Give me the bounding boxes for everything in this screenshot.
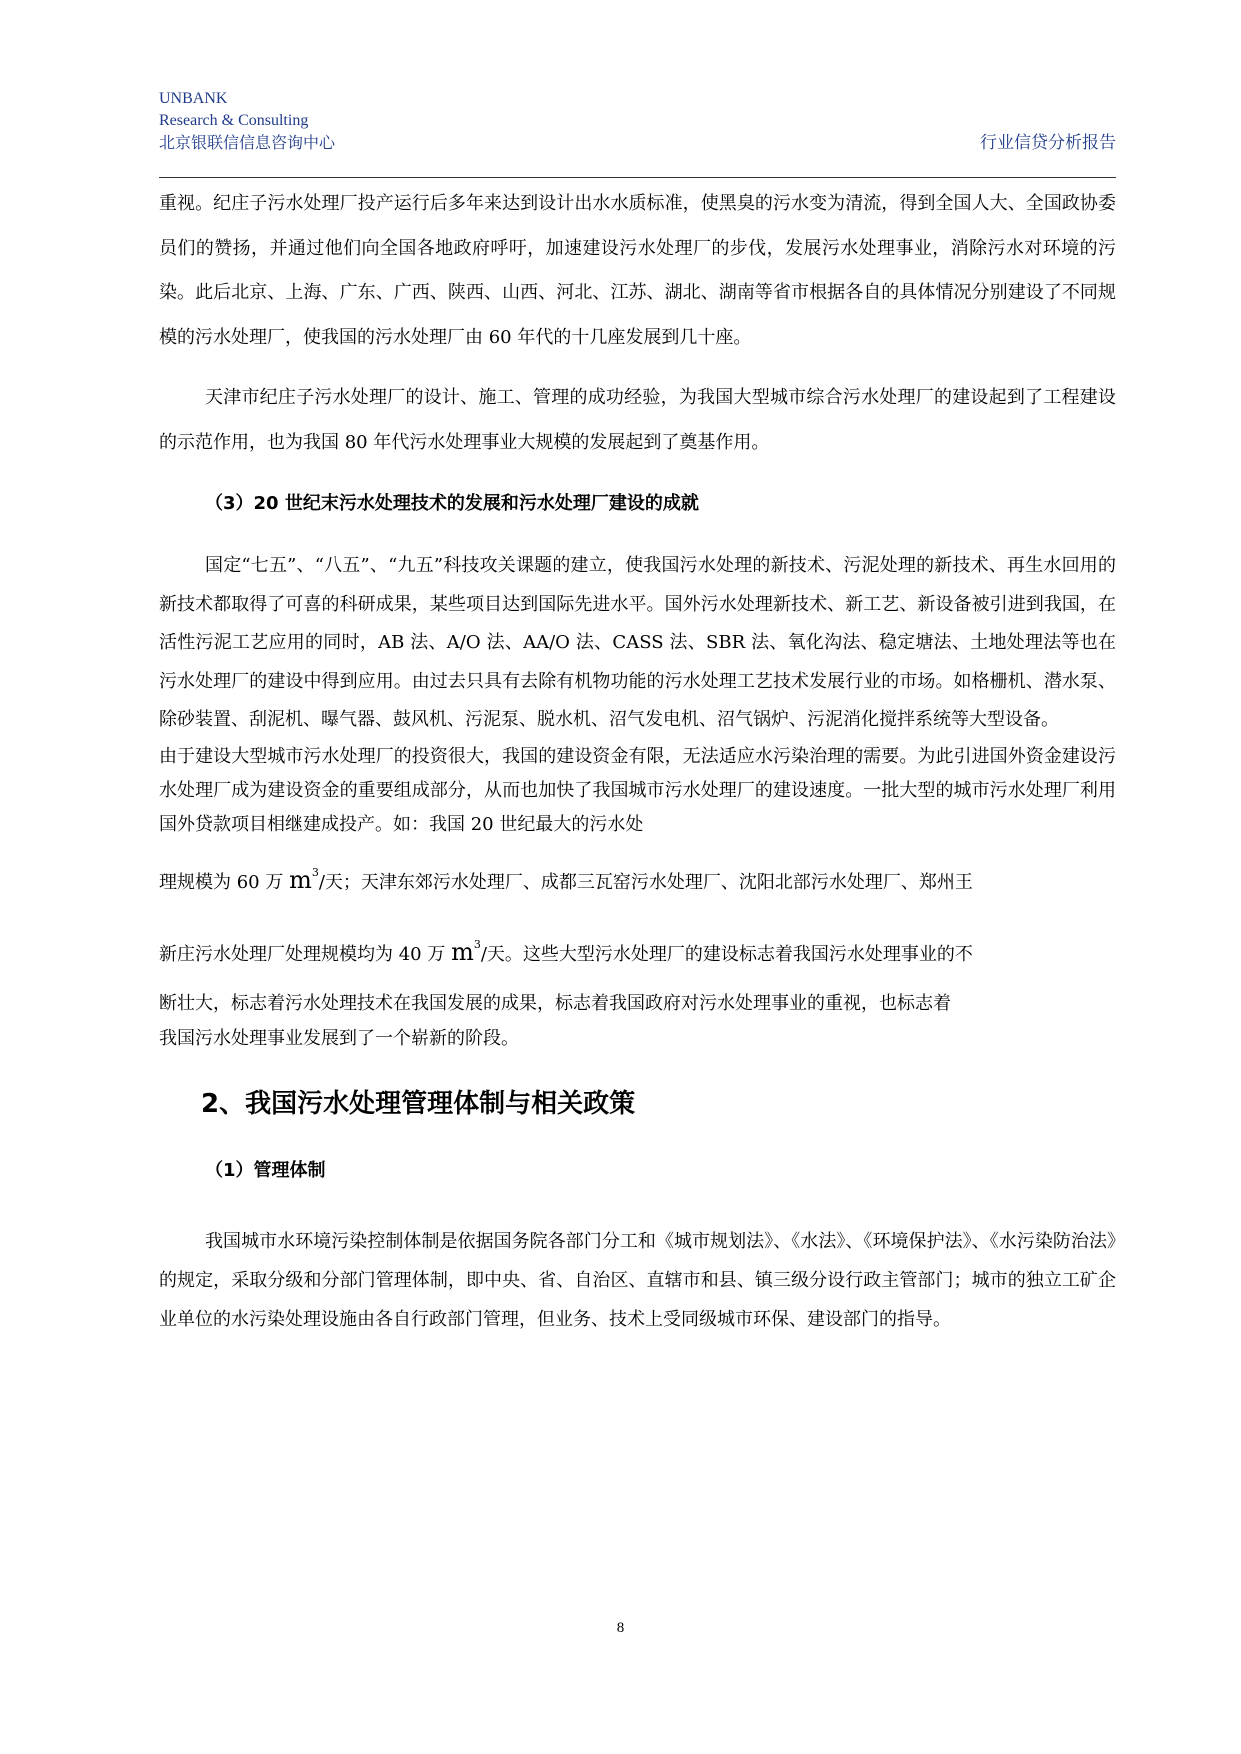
page-content — [159, 182, 1116, 1339]
subheading-3: （3）20 世纪末污水处理技术的发展和污水处理厂建设的成就 — [205, 493, 699, 514]
paragraph-4-line-g: 我国污水处理事业发展到了一个崭新的阶段。 — [159, 1027, 519, 1049]
header-divider — [159, 177, 1116, 178]
paragraph-3: 国定“七五”、“八五”、“九五”科技攻关课题的建立，使我国污水处理的新技术、污泥处理的新技术、再生水回用的新技术都取得了可喜的科研成果，某些项目达到国际先进水平。国外污水处理新技术、新工艺、新设备被引进到我国，在活性污泥工艺应用的同时，AB 法、A/O 法、AA/O 法、CASS 法、SBR 法、氧化沟法、稳定塘法、土地处理法等也在污水处理厂的建设中得到应用。由过去只具有去除有机物功能的污水处理工艺技术发展行业的市场。如格栅机、潜水泵、除砂装置、刮泥机、曝气器、鼓风机、污泥泵、脱水机、沼气发电机、沼气锅炉、污泥消化搅拌系统等大型设备。 — [159, 555, 1116, 730]
page-header — [159, 88, 1116, 180]
report-type: 行业信贷分析报告 — [980, 133, 1116, 153]
paragraph-4-line-f: 断壮大，标志着污水处理技术在我国发展的成果，标志着我国政府对污水处理事业的重视，也标志着 — [159, 992, 951, 1014]
paragraph-4-text-b: 理规模为 60 万 — [159, 871, 284, 893]
unit-superscript-2: 3 — [473, 937, 481, 951]
paragraph-1: 重视。纪庄子污水处理厂投产运行后多年来达到设计出水水质标准，使黑臭的污水变为清流，得到全国人大、全国政协委员们的赞扬，并通过他们向全国各地政府呼吁，加速建设污水处理厂的步伐，发展污水处理事业，消除污水对环境的污染。此后北京、上海、广东、广西、陕西、山西、河北、江苏、湖北、湖南等省市根据各自的具体情况分别建设了不同规模的污水处理厂，使我国的污水处理厂由 60 年代的十几座发展到几十座。 — [159, 193, 1116, 348]
paragraph-4 — [159, 740, 1116, 1056]
unit-m: m — [289, 865, 312, 894]
paragraph-5: 我国城市水环境污染控制体制是依据国务院各部门分工和《城市规划法》、《水法》、《环境保护法》、《水污染防治法》的规定，采取分级和分部门管理体制，即中央、省、自治区、直辖市和县、镇三级分设行政主管部门；城市的独立工矿企业单位的水污染处理设施由各自行政部门管理，但业务、技术上受同级城市环保、建设部门的指导。 — [159, 1230, 1116, 1330]
brand-chinese-name: 北京银联信信息咨询中心 — [159, 133, 336, 152]
paragraph-4-text-e: /天。这些大型污水处理厂的建设标志着我国污水处理事业的不 — [480, 943, 973, 965]
paragraph-2: 天津市纪庄子污水处理厂的设计、施工、管理的成功经验，为我国大型城市综合污水处理厂的建设起到了工程建设的示范作用，也为我国 80 年代污水处理事业大规模的发展起到了奠基作用。 — [159, 387, 1116, 453]
paragraph-4-text-d: 新庄污水处理厂处理规模均为 40 万 — [159, 943, 446, 965]
paragraph-4-text-c: /天；天津东郊污水处理厂、成都三瓦窑污水处理厂、沈阳北部污水处理厂、郑州王 — [318, 871, 973, 893]
subheading-management-system: （1）管理体制 — [205, 1159, 326, 1181]
unit-m-2: m — [451, 937, 474, 966]
unit-superscript: 3 — [311, 865, 319, 879]
paragraph-4-line-d — [159, 914, 1116, 986]
paragraph-4-line-a: 由于建设大型城市污水处理厂的投资很大，我国的建设资金有限，无法适应水污染治理的需要。为此引进国外资金建设污水处理厂成为建设资金的重要组成部分，从而也加快了我国城市污水处理厂的建设速度。一批大型的城市污水处理厂利用国外贷款项目相继建成投产。如：我国 20 世纪最大的污水处 — [159, 745, 1116, 835]
page-number: 8 — [616, 1620, 625, 1636]
brand-subtitle: Research & Consulting — [159, 112, 309, 129]
section-heading-2: 2、我国污水处理管理体制与相关政策 — [201, 1088, 636, 1119]
brand-name: UNBANK — [159, 90, 228, 107]
paragraph-4-line-b — [159, 842, 1116, 914]
